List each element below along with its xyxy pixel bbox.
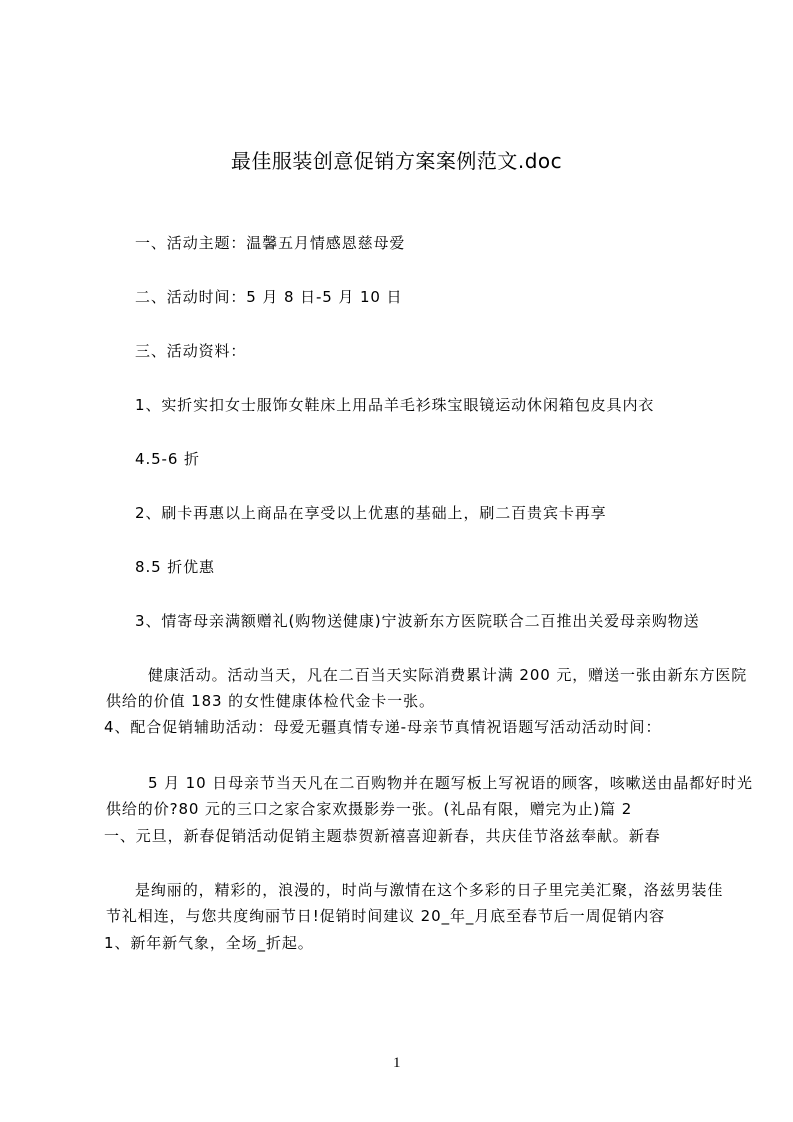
text-line: 健康活动。活动当天，凡在二百当天实际消费累计满 200 元，赠送一张由新东方医院 [148, 666, 748, 684]
page-number: 1 [393, 1055, 401, 1071]
text-line: 1、新年新气象，全场_折起。 [104, 934, 314, 952]
text-line: 一、元旦，新春促销活动促销主题恭贺新禧喜迎新春，共庆佳节洛兹奉献。新春 [104, 827, 661, 845]
document-title: 最佳服装创意促销方案案例范文.doc [230, 149, 563, 173]
text-line: 5 月 10 日母亲节当天凡在二百购物并在题写板上写祝语的顾客，咳嗽送由晶都好时光 [148, 774, 753, 792]
text-line: 8.5 折优惠 [135, 558, 215, 576]
text-line: 是绚丽的，精彩的，浪漫的，时尚与激情在这个多彩的日子里完美汇聚，洛兹男装佳 [135, 881, 724, 899]
text-line: 二、活动时间：5 月 8 日-5 月 10 日 [135, 288, 403, 306]
text-line: 1、实折实扣女士服饰女鞋床上用品羊毛衫珠宝眼镜运动休闲箱包皮具内衣 [135, 396, 655, 414]
text-line: 4、配合促销辅助活动：母爱无疆真情专递-母亲节真情祝语题写活动活动时间： [104, 718, 662, 736]
text-line: 4.5-6 折 [135, 450, 200, 468]
text-line: 3、情寄母亲满额赠礼(购物送健康)宁波新东方医院联合二百推出关爱母亲购物送 [135, 612, 700, 630]
text-line: 节礼相连，与您共度绚丽节日!促销时间建议 20_年_月底至春节后一周促销内容 [106, 907, 666, 925]
text-line: 2、刷卡再惠以上商品在享受以上优惠的基础上，刷二百贵宾卡再享 [135, 504, 607, 522]
text-line: 一、活动主题：温馨五月情感恩慈母爱 [135, 234, 406, 252]
text-line: 供给的价值 183 的女性健康体检代金卡一张。 [106, 692, 435, 710]
text-line: 供给的价?80 元的三口之家合家欢摄影券一张。(礼品有限，赠完为止)篇 2 [106, 800, 633, 818]
text-line: 三、活动资料： [135, 342, 247, 360]
